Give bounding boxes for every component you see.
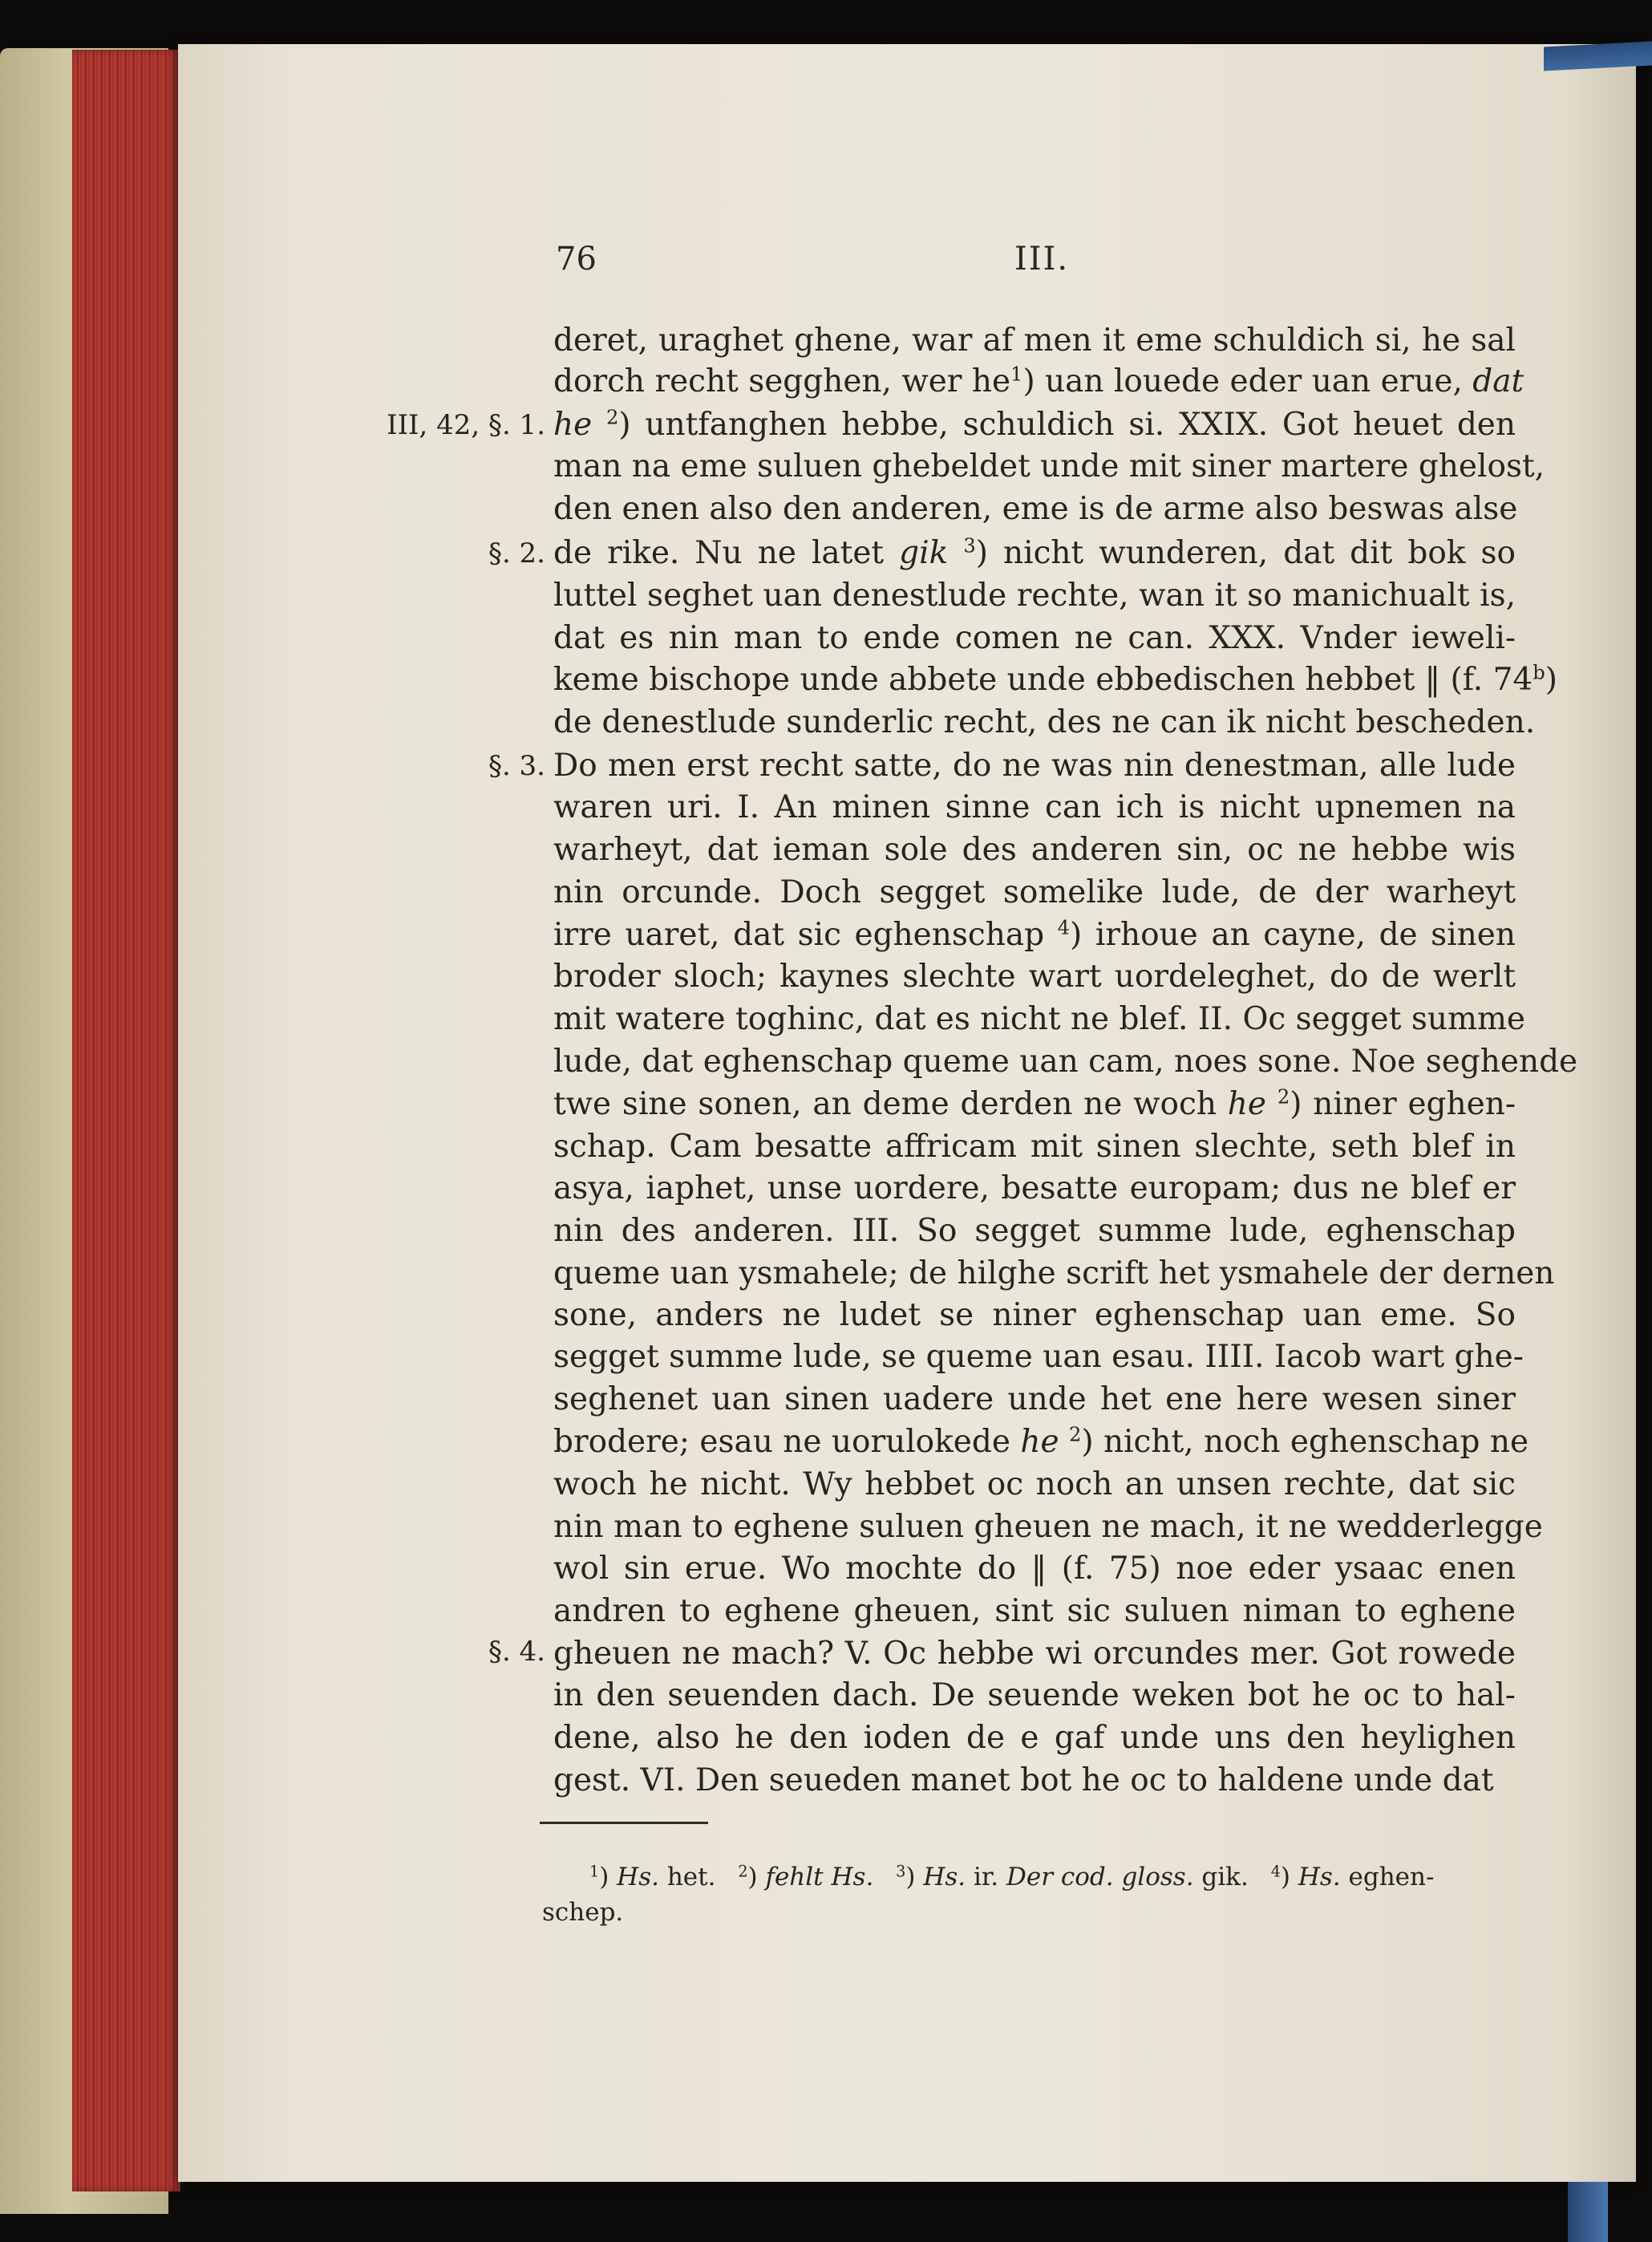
text-line: dene, also he den ioden de e gaf unde uns den heylighen [553, 1720, 1516, 1756]
text-line: nin des anderen. III. So segget summe lude, eghenschap [553, 1213, 1516, 1249]
text-line: segget summe lude, se queme uan esau. IIII. Iacob wart ghe- [553, 1339, 1524, 1375]
text-line: irre uaret, dat sic eghenschap $^4$) irhoue an cayne, de sinen [553, 916, 1516, 953]
text-line: in den seuenden dach. De seuende weken bot he oc to hal- [553, 1677, 1516, 1713]
text-line: warheyt, dat ieman sole des anderen sin, oc ne hebbe wis [553, 832, 1516, 868]
text-line: den enen also den anderen, eme is de arme also beswas alse [553, 491, 1518, 527]
text-line: gest. VI. Den seueden manet bot he oc to haldene unde dat [553, 1762, 1494, 1798]
text-line: mit watere toghinc, dat es nicht ne blef. II. Oc segget summe [553, 1001, 1526, 1037]
text-line: seghenet uan sinen uadere unde het ene here wesen siner [553, 1381, 1516, 1417]
footnote-rule [540, 1822, 708, 1824]
page-edges [72, 50, 180, 2191]
text-line: asya, iaphet, unse uordere, besatte europam; dus ne blef er [553, 1170, 1516, 1206]
footnote: $^3$) Hs. ir. Der cod. gloss. gik. [896, 1862, 1249, 1891]
text-line: wol sin erue. Wo mochte do ‖ (f. 75) noe eder ysaac enen [553, 1551, 1516, 1587]
text-line: broder sloch; kaynes slechte wart uordeleghet, do de werlt [553, 959, 1516, 995]
text-line: dorch recht segghen, wer $he^1$) uan louede eder uan erue, dat [553, 363, 1524, 399]
text-line: twe sine sonen, an deme derden ne woch he $^2$) niner eghen- [553, 1085, 1516, 1122]
text-line: man na eme suluen ghebeldet unde mit siner martere ghelost, [553, 448, 1545, 484]
text-line: brodere; esau ne uorulokede he $^2$) nicht, noch eghenschap ne [553, 1423, 1529, 1460]
text-line: queme uan ysmahele; de hilghe scrift het ysmahele der dernen [553, 1255, 1555, 1291]
text-line: andren to eghene gheuen, sint sic suluen niman to eghene [553, 1593, 1516, 1629]
text-line: schap. Cam besatte affricam mit sinen slechte, seth blef in [553, 1129, 1516, 1165]
footnotes [589, 1859, 1520, 1895]
running-head: III. [1014, 241, 1070, 278]
text-line: gheuen ne mach? V. Oc hebbe wi orcundes mer. Got rowede [553, 1636, 1516, 1672]
footnote-continuation: schep. [542, 1898, 624, 1927]
margin-ref: §. 3. [488, 750, 545, 782]
text-line: Do men erst recht satte, do ne was nin denestman, alle lude [553, 748, 1516, 784]
text-line: waren uri. I. An minen sinne can ich is nicht upnemen na [553, 789, 1516, 825]
text-line: de rike. Nu ne latet gik $^3$) nicht wunderen, dat dit bok so [553, 534, 1516, 571]
text-line: woch he nicht. Wy hebbet oc noch an unsen rechte, dat sic [553, 1466, 1516, 1502]
text-line: lude, dat eghenschap queme uan cam, noes sone. Noe seghende [553, 1044, 1578, 1080]
text-line: he $^2$) untfanghen hebbe, schuldich si. XXIX. Got heuet den [553, 406, 1516, 443]
margin-ref: §. 4. [488, 1636, 545, 1668]
text-line: dat es nin man to ende comen ne can. XXX. Vnder ieweli- [553, 620, 1516, 656]
text-line: deret, uraghet ghene, war af men it eme schuldich si, he sal [553, 322, 1516, 359]
bookmark-ribbon-bottom [1568, 2182, 1608, 2242]
footnote: $^1$) Hs. het. [589, 1862, 716, 1891]
footnote: $^2$) fehlt Hs. [738, 1862, 874, 1891]
text-line: de denestlude sunderlic recht, des ne can ik nicht bescheden. [553, 704, 1536, 740]
margin-ref: III, 42, §. 1. [387, 409, 545, 441]
page-number: 76 [556, 241, 597, 278]
text-line: keme bischope unde abbete unde ebbedischen hebbet ‖ (f. 74$^b$) [553, 661, 1557, 698]
text-line: sone, anders ne ludet se niner eghenschap uan eme. So [553, 1297, 1516, 1333]
margin-ref: §. 2. [488, 537, 545, 570]
text-line: nin man to eghene suluen gheuen ne mach, it ne wedderlegge [553, 1509, 1543, 1545]
text-line: luttel seghet uan denestlude rechte, wan it so manichualt is, [553, 578, 1516, 614]
text-line: nin orcunde. Doch segget somelike lude, de der warheyt [553, 874, 1516, 910]
footnote: $^4$) Hs. eghen- [1270, 1862, 1435, 1891]
